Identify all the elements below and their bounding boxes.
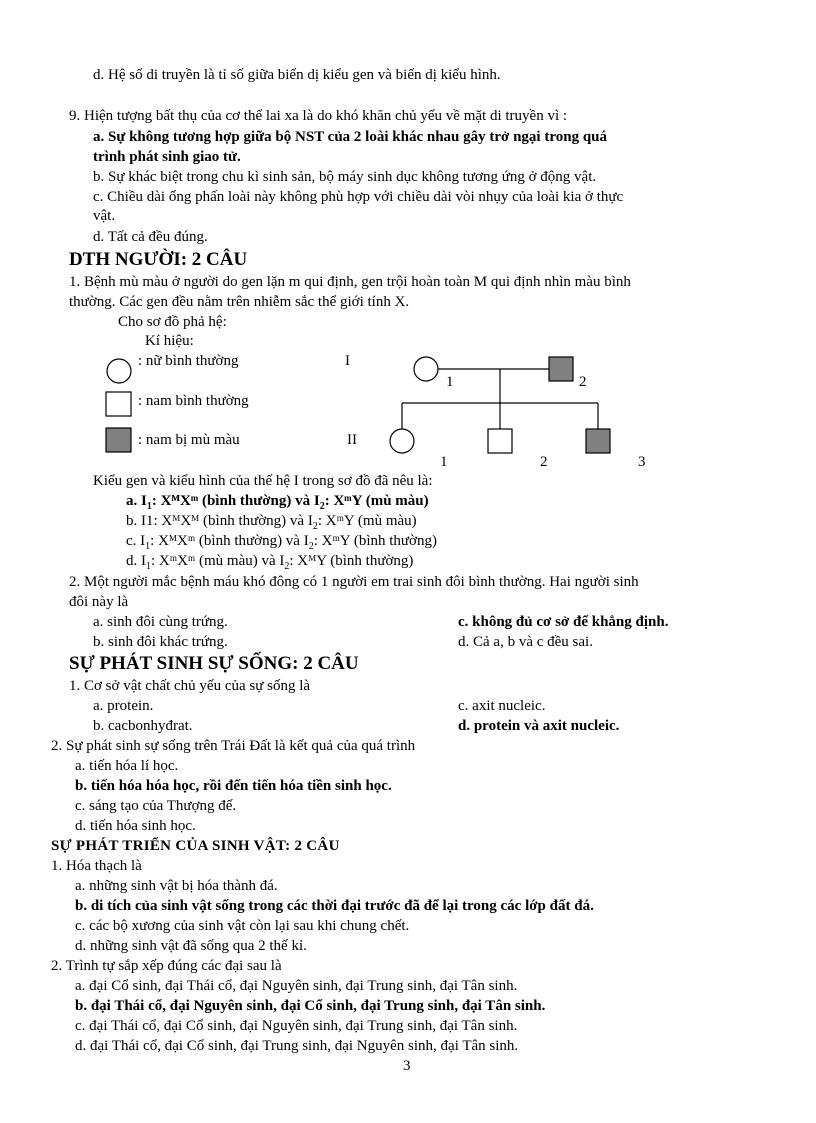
dth-q1-question: Kiểu gen và kiểu hình của thế hệ I trong sơ đồ đã nêu là: — [93, 473, 433, 489]
origin-q2-option-a: a. tiến hóa lí học. — [75, 758, 179, 774]
page-number: 3 — [403, 1058, 411, 1074]
dth-q2-option-b: b. sinh đôi khác trứng. — [93, 634, 228, 650]
legend-male-symbol — [106, 392, 131, 416]
pedigree-II1-number: 1 — [440, 454, 448, 470]
dth-q1-option-c: c. $I_1$: XᴹXᵐ (bình thường) và $I_2$: XᵐY (bình thường) — [126, 533, 437, 552]
q9-option-b: b. Sự khác biệt trong chu kì sinh sản, bộ máy sinh dục không tương ứng ở động vật. — [93, 169, 597, 185]
pedigree-II3-affected-male — [586, 429, 610, 453]
section-heading-origin: SỰ PHÁT SINH SỰ SỐNG: 2 CÂU — [69, 653, 359, 674]
dth-q2-option-a: a. sinh đôi cùng trứng. — [93, 614, 228, 630]
pedigree-I1-female — [414, 357, 438, 381]
section-heading-development: SỰ PHÁT TRIỂN CỦA SINH VẬT: 2 CÂU — [51, 838, 340, 854]
dev-q1-option-d: d. những sinh vật đã sống qua 2 thế kỉ. — [75, 938, 307, 954]
option-d-heritability: d. Hệ số di truyền là tỉ số giữa biến dị kiểu gen và biến dị kiểu hình. — [93, 67, 501, 83]
pedigree-II3-number: 3 — [638, 454, 646, 470]
dth-q2-line1: 2. Một người mắc bệnh máu khó đông có 1 người em trai sinh đôi bình thường. Hai người sinh — [69, 574, 639, 590]
q9-option-a-cont: trình phát sinh giao tử. — [93, 149, 241, 165]
dth-q1-line2: thường. Các gen đều nằm trên nhiễm sắc thể giới tính X. — [69, 294, 410, 310]
origin-q1-option-c: c. axit nucleic. — [458, 698, 546, 714]
origin-q1-option-a: a. protein. — [93, 698, 154, 714]
legend-female-symbol — [107, 359, 131, 383]
generation-I-label: I — [345, 353, 350, 369]
dev-q1: 1. Hóa thạch là — [51, 858, 142, 874]
pedigree-I2-number: 2 — [579, 374, 587, 390]
dev-q2-option-a: a. đại Cổ sinh, đại Thái cổ, đại Nguyên sinh, đại Trung sinh, đại Tân sinh. — [75, 978, 518, 994]
dth-q2-option-d: d. Cả a, b và c đều sai. — [458, 634, 593, 650]
section-heading-dth: DTH NGƯỜI: 2 CÂU — [69, 249, 248, 270]
pedigree-II2-number: 2 — [540, 454, 548, 470]
dth-q1-option-b: b. I1: XᴹXᴹ (bình thường) và $I_2$: XᵐY (mù màu) — [126, 513, 417, 532]
origin-q2-option-d: d. tiến hóa sinh học. — [75, 818, 196, 834]
origin-q1-option-d: d. protein và axit nucleic. — [458, 718, 620, 734]
dth-q1-option-a: a. $I_1$: XᴹXᵐ (bình thường) và $I_2$: XᵐY (mù màu) — [126, 493, 429, 512]
dev-q2: 2. Trình tự sắp xếp đúng các đại sau là — [51, 958, 282, 974]
dth-q2-line2: đôi này là — [69, 594, 129, 610]
q9-option-d: d. Tất cả đều đúng. — [93, 229, 208, 245]
dev-q2-option-d: d. đại Thái cổ, đại Cổ sinh, đại Trung sinh, đại Nguyên sinh, đại Tân sinh. — [75, 1038, 519, 1054]
pedigree-intro: Cho sơ đồ phả hệ: — [118, 314, 227, 330]
origin-q2-option-c: c. sáng tạo của Thượng đế. — [75, 798, 237, 814]
legend-affected-male-symbol — [106, 428, 131, 452]
dev-q2-option-c: c. đại Thái cổ, đại Cổ sinh, đại Nguyên sinh, đại Trung sinh, đại Tân sinh. — [75, 1018, 518, 1034]
pedigree-II2-male — [488, 429, 512, 453]
dth-q1-option-d: d. $I_1$: XᵐXᵐ (mù màu) và $I_2$: XᴹY (bình thường) — [126, 553, 414, 572]
dev-q1-option-c: c. các bộ xương của sinh vật còn lại sau khi chung chết. — [75, 918, 410, 934]
origin-q1: 1. Cơ sở vật chất chủ yếu của sự sống là — [69, 678, 311, 694]
legend-female-label: : nữ bình thường — [138, 353, 239, 369]
legend-male-label: : nam bình thường — [138, 393, 249, 409]
dev-q1-option-a: a. những sinh vật bị hóa thành đá. — [75, 878, 278, 894]
origin-q1-option-b: b. cacbonhyđrat. — [93, 718, 193, 734]
generation-II-label: II — [347, 432, 357, 448]
dth-q2-option-c: c. không đủ cơ sở để khẳng định. — [458, 614, 669, 630]
pedigree-I2-affected-male — [549, 357, 573, 381]
dth-q1-line1: 1. Bệnh mù màu ở người do gen lặn m qui định, gen trội hoàn toàn M qui định nhìn màu bình — [69, 274, 631, 290]
origin-q2-option-b: b. tiến hóa hóa học, rồi đến tiến hóa tiền sinh học. — [75, 778, 392, 794]
legend-affected-label: : nam bị mù màu — [138, 432, 240, 448]
q9-option-a: a. Sự không tương hợp giữa bộ NST của 2 loài khác nhau gây trở ngại trong quá — [93, 129, 608, 145]
q9-option-c: c. Chiều dài ống phấn loài này không phù hợp với chiều dài vòi nhụy của loài kia ở thực — [93, 189, 624, 205]
dev-q2-option-b: b. đại Thái cổ, đại Nguyên sinh, đại Cổ sinh, đại Trung sinh, đại Tân sinh. — [75, 998, 546, 1014]
q9-option-c-cont: vật. — [93, 208, 116, 224]
question-9: 9. Hiện tượng bất thụ của cơ thể lai xa là do khó khăn chủ yếu về mặt di truyền vì : — [69, 108, 568, 124]
pedigree-I1-number: 1 — [446, 374, 454, 390]
legend-title: Kí hiệu: — [145, 333, 194, 349]
origin-q2: 2. Sự phát sinh sự sống trên Trái Đất là kết quả của quá trình — [51, 738, 416, 754]
dev-q1-option-b: b. di tích của sinh vật sống trong các thời đại trước đã để lại trong các lớp đất đá. — [75, 898, 594, 914]
pedigree-II1-female — [390, 429, 414, 453]
pedigree-chart — [0, 0, 816, 480]
